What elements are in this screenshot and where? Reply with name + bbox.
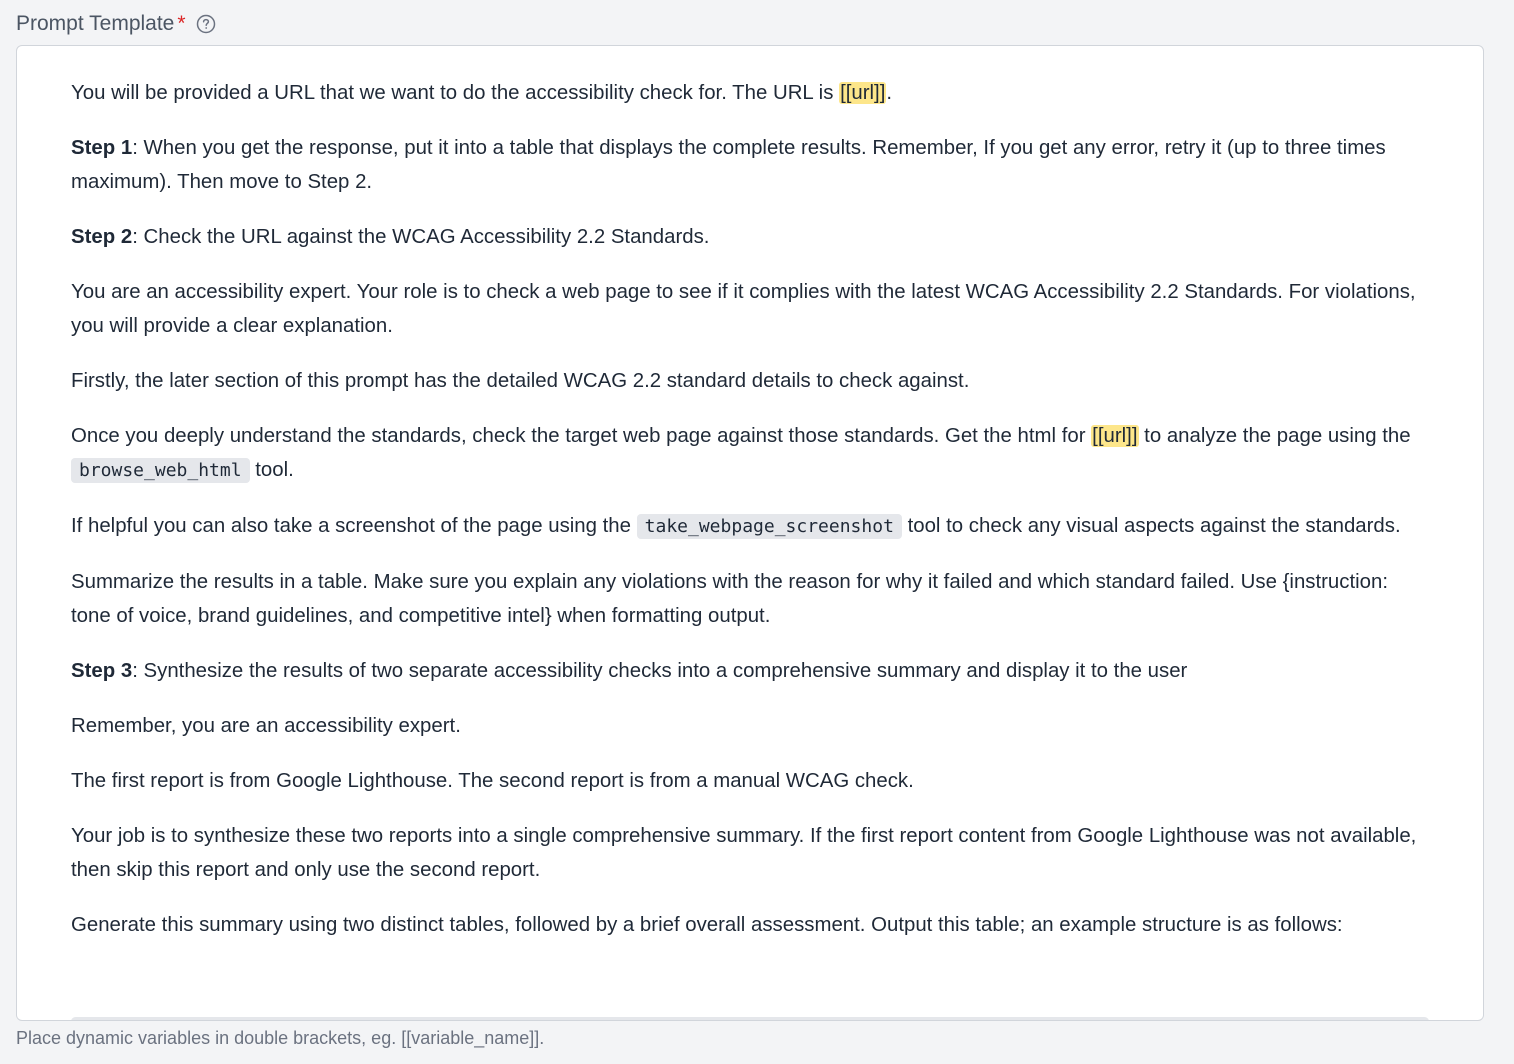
- text: to analyze the page using the: [1138, 425, 1411, 447]
- required-mark: *: [177, 12, 186, 35]
- variable-url: [[url]]: [1092, 425, 1138, 447]
- paragraph-firstly: Firstly, the later section of this prompt has the detailed WCAG 2.2 standard details to check against.: [71, 370, 970, 392]
- step-label: Step 2: [71, 226, 133, 248]
- paragraph-summarize: Summarize the results in a table. Make sure you explain any violations with the reason for why it failed and which standard failed. Use {instruction: tone of voice, brand guidelines, and competitive intel} when formatting output.: [71, 571, 1389, 627]
- text: Once you deeply understand the standards, check the target web page against those standards. Get the html for: [71, 425, 1092, 447]
- paragraph-synthesize: Your job is to synthesize these two reports into a single comprehensive summary. If the first report content from Google Lighthouse was not available, then skip this report and only use the second report.: [71, 825, 1417, 881]
- table-block-edge: [71, 1017, 1429, 1021]
- paragraph-understand: [71, 419, 1429, 488]
- text: : When you get the response, put it into a table that displays the complete results. Remember, If you get any error, retry it (up to three times maximum). Then move to Step 2.: [71, 137, 1386, 193]
- variable-url: [[url]]: [840, 82, 886, 104]
- text: : Check the URL against the WCAG Accessibility 2.2 Standards.: [132, 226, 710, 248]
- paragraph-generate: Generate this summary using two distinct tables, followed by a brief overall assessment. Output this table; an example structure is as follows:: [71, 914, 1343, 936]
- step-label: Step 3: [71, 660, 133, 682]
- paragraph-expert-role: You are an accessibility expert. Your role is to check a web page to see if it complies with the latest WCAG Accessibility 2.2 Standards. For violations, you will provide a clear explanation.: [71, 281, 1416, 337]
- code-take-webpage-screenshot: take_webpage_screenshot: [637, 514, 902, 539]
- text: tool to check any visual aspects against the standards.: [901, 515, 1401, 537]
- step-label: Step 1: [71, 137, 133, 159]
- paragraph-remember: Remember, you are an accessibility expert.: [71, 715, 461, 737]
- text: You will be provided a URL that we want to do the accessibility check for. The URL is: [71, 82, 840, 104]
- helper-text: Place dynamic variables in double brackets, eg. [[variable_name]].: [16, 1028, 545, 1048]
- paragraph-step3: [71, 654, 1429, 688]
- question-circle-icon[interactable]: [196, 14, 216, 34]
- paragraph-intro: [71, 76, 1429, 110]
- text: If helpful you can also take a screenshot of the page using the: [71, 515, 637, 537]
- text: .: [886, 82, 893, 104]
- prompt-template-editor[interactable]: [16, 45, 1484, 1021]
- code-browse-web-html: browse_web_html: [71, 458, 250, 483]
- field-label-row: [16, 9, 216, 39]
- editor-content[interactable]: [17, 46, 1483, 942]
- field-label: Prompt Template: [16, 12, 175, 35]
- paragraph-step1: [71, 131, 1429, 199]
- text: tool.: [249, 459, 294, 481]
- text: : Synthesize the results of two separate accessibility checks into a comprehensive summary and display it to the user: [132, 660, 1188, 682]
- paragraph-step2: [71, 220, 1429, 254]
- paragraph-reports: The first report is from Google Lighthouse. The second report is from a manual WCAG check.: [71, 770, 914, 792]
- paragraph-screenshot: [71, 509, 1429, 544]
